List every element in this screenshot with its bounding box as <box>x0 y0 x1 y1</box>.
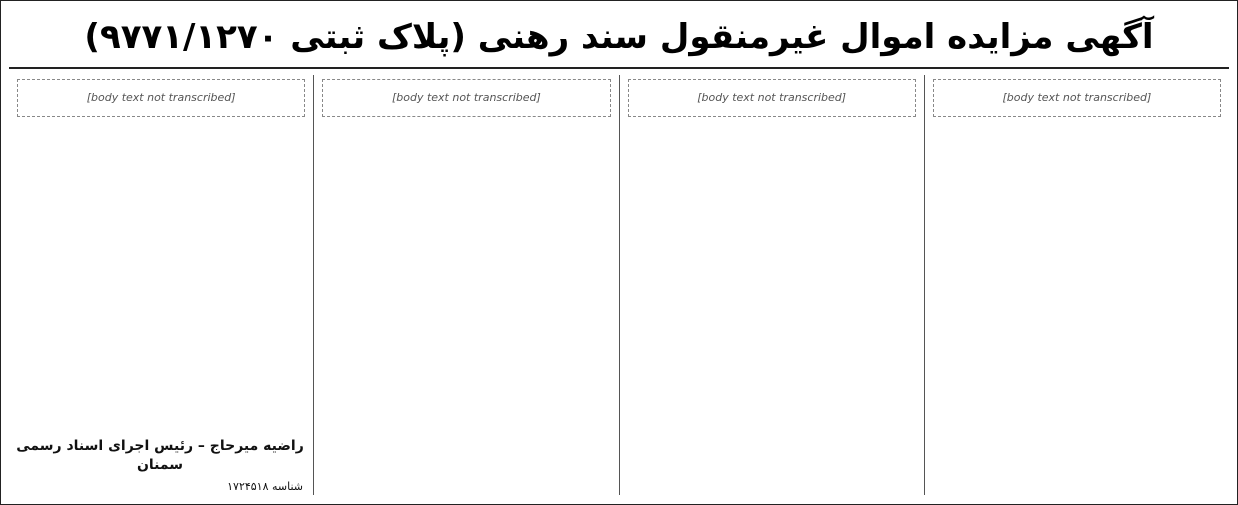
notice-body <box>9 75 1229 495</box>
signatory-name: راضیه میرحاج – رئیس اجرای اسناد رسمی سمنان <box>16 438 304 473</box>
notice-id: شناسه ۱۷۲۴۵۱۸ <box>227 479 303 493</box>
body-column-4 <box>9 75 313 495</box>
body-column-4-text: [body text not transcribed] <box>17 79 305 117</box>
notice-title: آگهی مزایده اموال غیرمنقول سند رهنی (پلاک ثبتی ۹۷۷۱/۱۲۷۰) <box>84 17 1154 57</box>
body-column-2 <box>619 75 924 495</box>
body-column-2-text: [body text not transcribed] <box>628 79 916 117</box>
body-column-1 <box>924 75 1229 495</box>
body-column-3-text: [body text not transcribed] <box>322 79 610 117</box>
body-column-1-text: [body text not transcribed] <box>933 79 1221 117</box>
title-bar <box>9 7 1229 69</box>
body-column-3 <box>313 75 618 495</box>
signature-block <box>15 437 305 494</box>
